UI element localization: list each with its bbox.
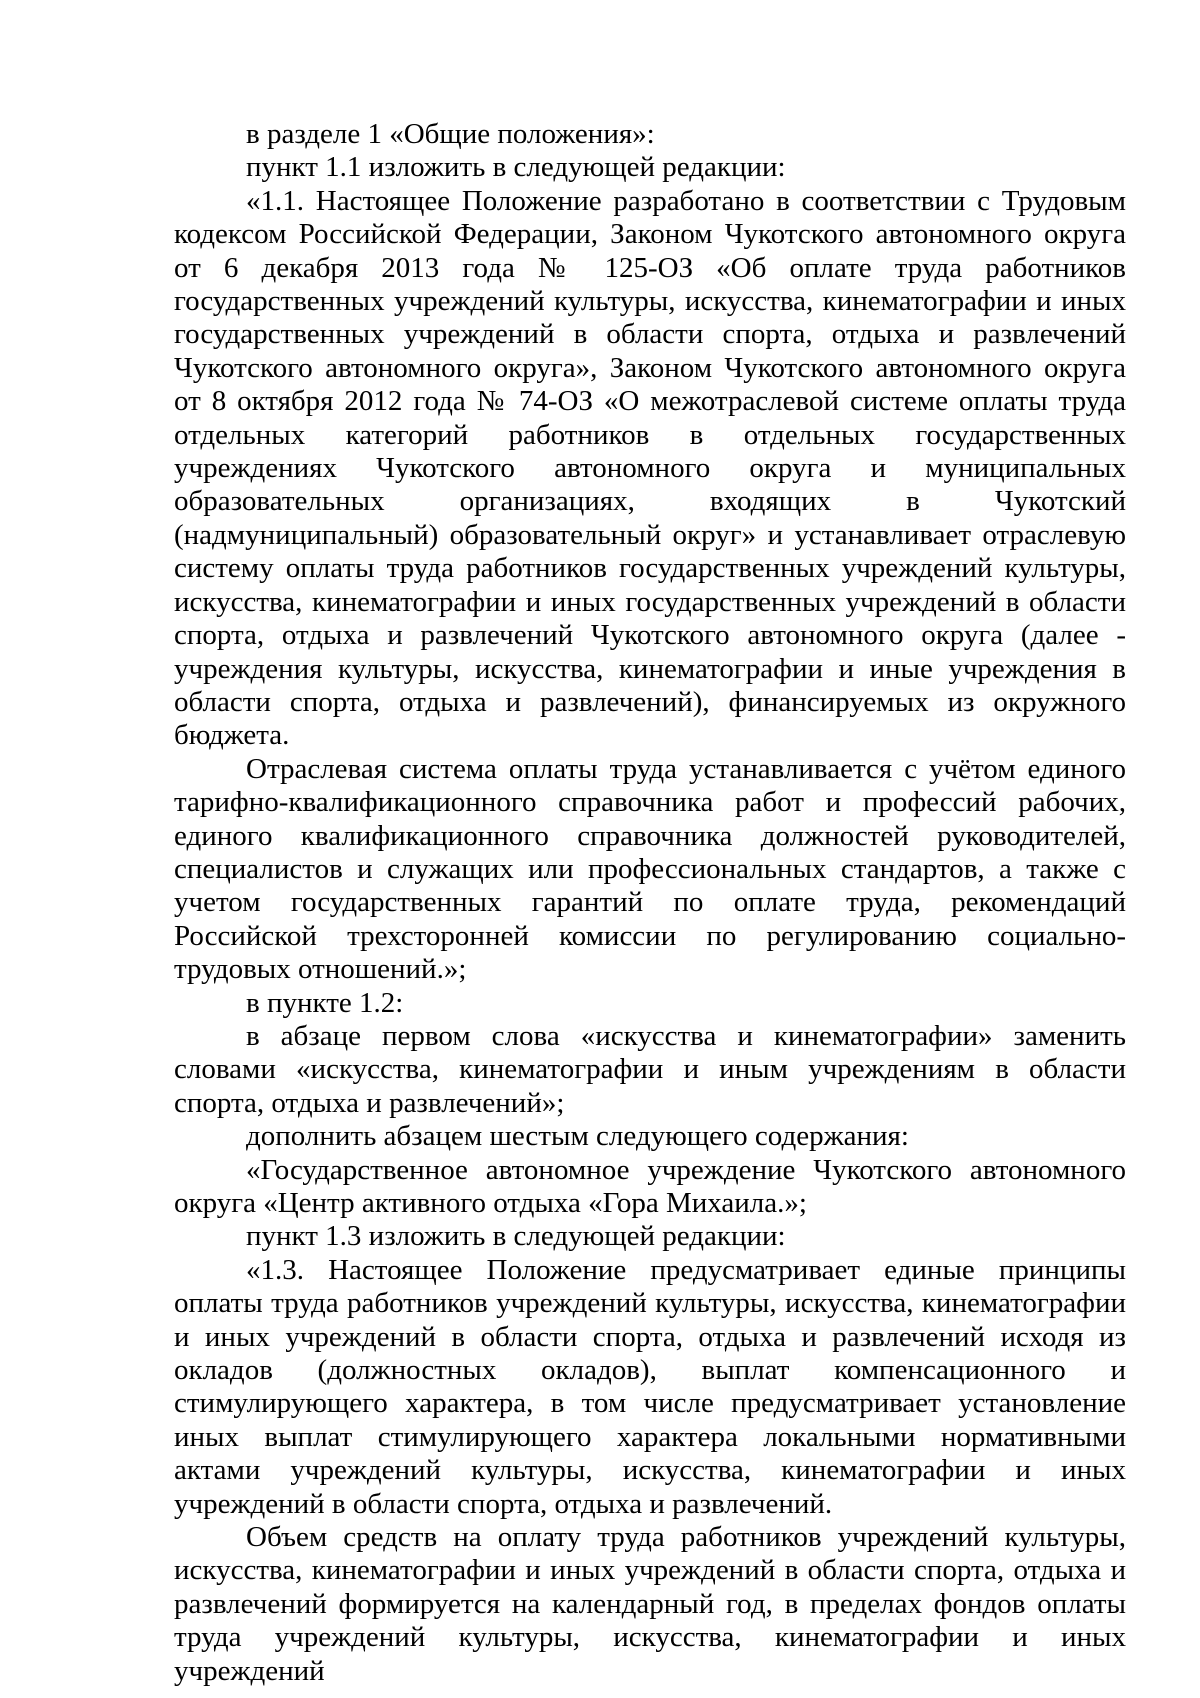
- paragraph-supplement-text: «Государственное автономное учреждение Чукотского автономного округа «Центр активного отдыха «Гора Михаила.»;: [174, 1153, 1126, 1219]
- paragraph-item-1-1-intro: пункт 1.1 изложить в следующей редакции:: [246, 151, 786, 184]
- paragraph-item-1-3-intro: пункт 1.3 изложить в следующей редакции:: [246, 1220, 786, 1253]
- document-body: [174, 118, 1126, 1688]
- paragraph-wage-system: Отраслевая система оплаты труда устанавливается с учётом единого тарифно-квалификационного справочника работ и профессий рабочих, единого квалификационного справочника должностей руководителей, специалистов и служащих или профессиональных стандартов, а также с учетом государственных гарантий по оплате труда, рекомендаций Российской трехсторонней комиссии по регулированию социально-трудовых отношений.»;: [174, 752, 1126, 986]
- paragraph-section-1-intro: в разделе 1 «Общие положения»:: [246, 118, 655, 150]
- paragraph-wage-fund: Объем средств на оплату труда работников учреждений культуры, искусства, кинематографии и иных учреждений в области спорта, отдыха и развлечений формируется на календарный год, в пределах фондов оплаты труда учреждений культуры, искусства, кинематографии и иных учреждений: [174, 1521, 1126, 1687]
- paragraph-supplement-intro: дополнить абзацем шестым следующего содержания:: [246, 1120, 909, 1153]
- paragraph-item-1-3-text: «1.3. Настоящее Положение предусматривает единые принципы оплаты труда работников учреждений культуры, искусства, кинематографии и иных учреждений в области спорта, отдыха и развлечений исходя из окладов (должностных окладов), выплат компенсационного и стимулирующего характера, в том числе предусматривает установление иных выплат стимулирующего характера локальными нормативными актами учреждений культуры, искусства, кинематографии и иных учреждений в области спорта, отдыха и развлечений.: [174, 1253, 1126, 1520]
- paragraph-item-1-1-text: «1.1. Настоящее Положение разработано в соответствии с Трудовым кодексом Российской Федерации, Законом Чукотского автономного округа от 6 декабря 2013 года № 125-ОЗ «Об оплате труда работников государственных учреждений культуры, искусства, кинематографии и иных государственных учреждений в области спорта, отдыха и развлечений Чукотского автономного округа», Законом Чукотского автономного округа от 8 октября 2012 года № 74-ОЗ «О межотраслевой системе оплаты труда отдельных категорий работников в отдельных государственных учреждениях Чукотского автономного округа и муниципальных образовательных организациях, входящих в Чукотский (надмуниципальный) образовательный округ» и устанавливает отраслевую систему оплаты труда работников государственных учреждений культуры, искусства, кинематографии и иных государственных учреждений в области спорта, отдыха и развлечений Чукотского автономного округа (далее - учреждения культуры, искусства, кинематографии и иные учреждения в области спорта, отдыха и развлечений), финансируемых из окружного бюджета.: [174, 184, 1126, 752]
- paragraph-item-1-2-amendment: в абзаце первом слова «искусства и кинематографии» заменить словами «искусства, кинематографии и иным учреждениям в области спорта, отдыха и развлечений»;: [174, 1019, 1126, 1119]
- paragraph-item-1-2-intro: в пункте 1.2:: [246, 986, 404, 1019]
